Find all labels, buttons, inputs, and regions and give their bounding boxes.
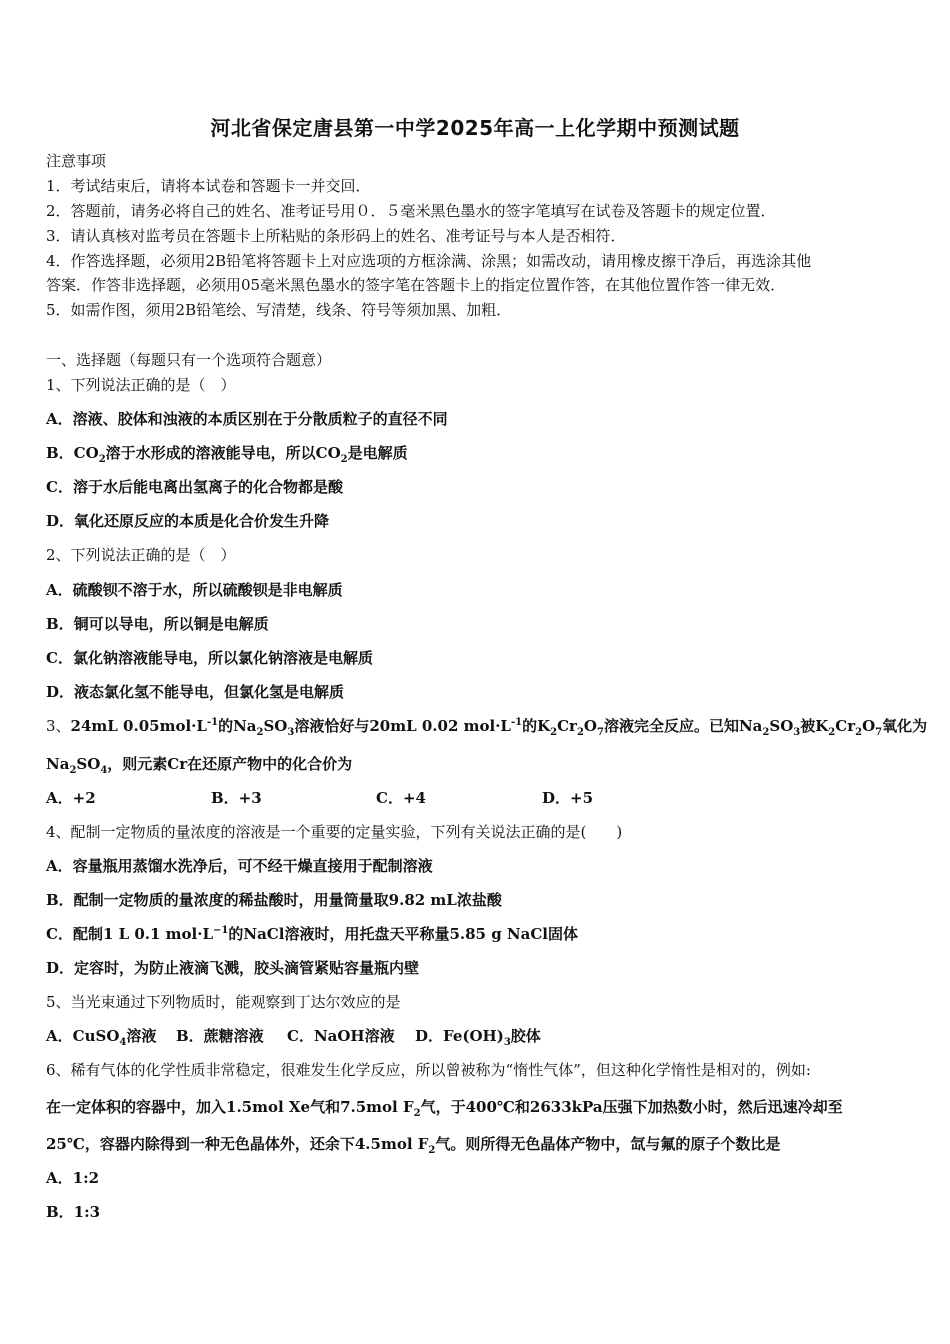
q6-stem-line-2: 在一定体积的容器中，加入1.5mol Xe气和7.5mol $F_2$气，于400℃和2633kPa压强下加热数小时，然后迅速冷却至: [46, 1098, 843, 1119]
q4-option-b: B．配制一定物质的量浓度的稀盐酸时，用量筒量取9.82 mL浓盐酸: [46, 891, 502, 909]
page-title: 河北省保定唐县第一中学2025年高一上化学期中预测试题: [210, 116, 740, 140]
q1-option-c: C．溶于水后能电离出氢离子的化合物都是酸: [46, 478, 343, 496]
q1-option-d: D．氧化还原反应的本质是化合价发生升降: [46, 512, 330, 530]
q1-option-a: A．溶液、胶体和浊液的本质区别在于分散质粒子的直径不同: [46, 410, 448, 428]
notice-heading: 注意事项: [46, 152, 107, 170]
notice-item-1: 1．考试结束后，请将本试卷和答题卡一并交回．: [46, 177, 371, 195]
q3-option-a: A．+2: [46, 789, 96, 807]
q6-option-a: A．1:2: [46, 1169, 100, 1187]
q3-stem-line-1: 3、24mL $0.05mol\cdot L^{-1}$的$Na_2SO_3$溶液恰好与20mL 0.02 $mol\cdot L^{-1}$的$K_2Cr_2O_7$溶液完全反应。已知$Na_2SO_3$被$K_2Cr_2O_7$氧化为: [46, 717, 928, 738]
q5-option-a: A．CuSO$_4$溶液: [46, 1027, 157, 1048]
q1-option-b: B．$CO_2$溶于水形成的溶液能导电，所以$CO_2$是电解质: [46, 444, 408, 465]
q2-option-b: B．铜可以导电，所以铜是电解质: [46, 615, 269, 633]
notice-item-2: 2．答题前，请务必将自己的姓名、准考证号用０．５毫米黑色墨水的签字笔填写在试卷及答题卡的规定位置．: [46, 202, 776, 220]
q2-stem: 2、下列说法正确的是（ ）: [46, 546, 236, 564]
q6-stem-line-1: 6、稀有气体的化学性质非常稳定，很难发生化学反应，所以曾被称为“惰性气体”，但这种化学惰性是相对的，例如:: [46, 1061, 811, 1079]
q5-option-d: D．$Fe(OH)_3$胶体: [415, 1027, 541, 1048]
q4-stem: 4、配制一定物质的量浓度的溶液是一个重要的定量实验，下列有关说法正确的是( ): [46, 823, 623, 841]
q2-option-d: D．液态氯化氢不能导电，但氯化氢是电解质: [46, 683, 345, 701]
q4-option-d: D．定容时，为防止液滴飞溅，胶头滴管紧贴容量瓶内壁: [46, 959, 420, 977]
q4-option-a: A．容量瓶用蒸馏水洗净后，可不经干燥直接用于配制溶液: [46, 857, 433, 875]
section-heading: 一、选择题（每题只有一个选项符合题意）: [46, 351, 332, 369]
notice-item-5: 5．如需作图，须用2B铅笔绘、写清楚，线条、符号等须加黑、加粗．: [46, 301, 512, 319]
q4-option-c: C．配制1 L 0.1 $mol\cdot L^{-1}$的NaCl溶液时，用托盘天平称量5.85 g NaCl固体: [46, 925, 578, 943]
q3-option-c: C．+4: [376, 789, 426, 807]
q3-option-d: D．+5: [542, 789, 594, 807]
q5-stem: 5、当光束通过下列物质时，能观察到丁达尔效应的是: [46, 993, 401, 1011]
q3-stem-line-2: $Na_2SO_4$，则元素Cr在还原产物中的化合价为: [46, 755, 353, 776]
q6-stem-line-3: 25℃，容器内除得到一种无色晶体外，还余下4.5mol $F_2$气。则所得无色晶体产物中，氙与氟的原子个数比是: [46, 1135, 781, 1156]
notice-item-3: 3．请认真核对监考员在答题卡上所粘贴的条形码上的姓名、准考证号与本人是否相符．: [46, 227, 626, 245]
q2-option-a: A．硫酸钡不溶于水，所以硫酸钡是非电解质: [46, 581, 343, 599]
q3-option-b: B．+3: [211, 789, 262, 807]
notice-item-4-cont: 答案．作答非选择题，必须用05毫米黑色墨水的签字笔在答题卡上的指定位置作答，在其他位置作答一律无效．: [46, 276, 786, 294]
q2-option-c: C．氯化钠溶液能导电，所以氯化钠溶液是电解质: [46, 649, 373, 667]
q5-option-c: C．NaOH溶液: [287, 1027, 395, 1045]
q6-option-b: B．1:3: [46, 1203, 101, 1221]
notice-item-4: 4．作答选择题，必须用2B铅笔将答题卡上对应选项的方框涂满、涂黑；如需改动，请用橡皮擦干净后，再选涂其他: [46, 252, 812, 270]
q1-stem: 1、下列说法正确的是（ ）: [46, 376, 236, 394]
q5-option-b: B．蔗糖溶液: [176, 1027, 264, 1045]
